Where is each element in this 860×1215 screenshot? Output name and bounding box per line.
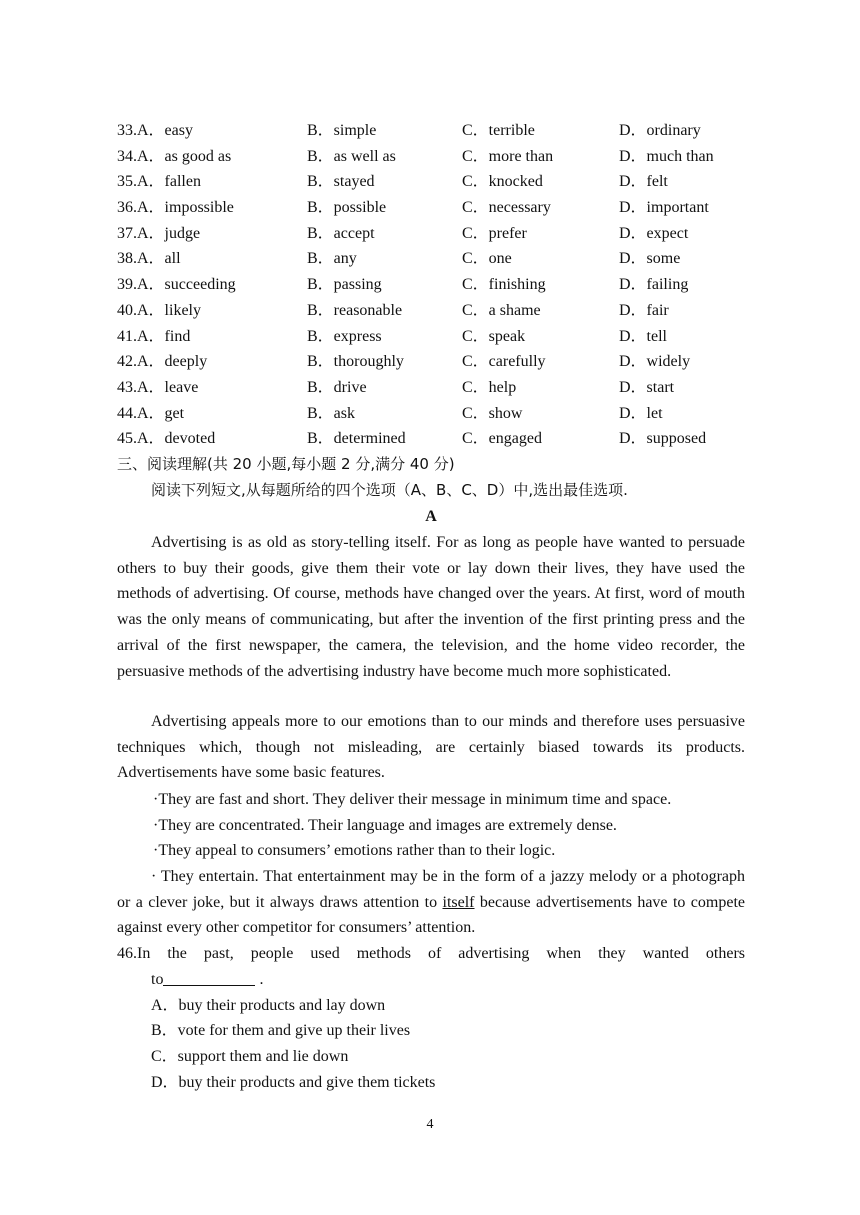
option-d: D．much than — [619, 147, 714, 165]
page-number: 4 — [426, 1117, 434, 1132]
option-d: D．fair — [619, 301, 669, 319]
option-b: B．thoroughly — [307, 353, 404, 371]
option-a — [117, 375, 198, 401]
feature-bullet-4-text: · They entertain. That entertainment may be in the form of a jazzy melody or a photograph or a clever joke, but it always draws attention to — [117, 868, 745, 911]
question-46-option-c: C．support them and lie down — [151, 1048, 349, 1065]
option-a — [117, 246, 181, 272]
question-number: 42. — [117, 353, 137, 371]
option-a-label: A．impossible — [137, 199, 234, 217]
option-a-label: A．fallen — [137, 173, 201, 191]
option-b: B．reasonable — [307, 301, 403, 319]
option-b: B．ask — [307, 404, 356, 422]
option-a-label: A．easy — [137, 122, 193, 139]
option-c: C．finishing — [462, 276, 546, 294]
option-d: D．some — [619, 250, 681, 268]
option-a-label: A．devoted — [137, 430, 216, 448]
question-number: 41. — [117, 327, 137, 345]
question-number: 43. — [117, 378, 137, 396]
option-b: B．accept — [307, 224, 375, 242]
option-b: B．any — [307, 250, 357, 268]
feature-bullet-4-rest: because advertisements have to compete against every other competitor for consumers’ attention. — [117, 893, 745, 937]
option-a — [117, 349, 207, 375]
question-number: 45. — [117, 430, 137, 448]
question-number: 35. — [117, 173, 137, 191]
option-a — [117, 195, 234, 221]
option-a — [117, 426, 215, 452]
option-c: C．prefer — [462, 224, 527, 242]
option-c: C．show — [462, 404, 523, 422]
option-a-label: A．as good as — [137, 147, 232, 165]
option-d: D．widely — [619, 353, 691, 371]
option-b: B．as well as — [307, 147, 396, 165]
option-b: B．express — [307, 327, 382, 345]
question-number: 38. — [117, 250, 137, 268]
option-a-label: A．find — [137, 327, 191, 345]
option-a-label: A．succeeding — [137, 276, 236, 294]
question-number: 34. — [117, 147, 137, 165]
option-c: C．knocked — [462, 173, 543, 191]
option-a — [117, 169, 201, 195]
question-number: 36. — [117, 199, 137, 217]
underlined-word: itself — [442, 893, 475, 911]
question-number: 39. — [117, 276, 137, 294]
option-a — [117, 118, 193, 144]
question-46-option-a: A．buy their products and lay down — [151, 997, 386, 1014]
question-number: 37. — [117, 224, 137, 242]
question-46-suffix: . — [255, 971, 264, 988]
option-d: D．ordinary — [619, 122, 701, 139]
option-d: D．tell — [619, 327, 667, 345]
question-46-stem: 46.In the past, people used methods of advertising when they wanted others — [117, 945, 745, 962]
question-number: 33. — [117, 122, 137, 139]
feature-bullet-2: ·They are concentrated. Their language and images are extremely dense. — [153, 817, 617, 834]
option-d: D．supposed — [619, 430, 707, 448]
question-46-stem-line2 — [117, 967, 779, 993]
section-instruction: 阅读下列短文,从每题所给的四个选项（A、B、C、D）中,选出最佳选项. — [151, 481, 628, 499]
feature-bullet-1: ·They are fast and short. They deliver their message in minimum time and space. — [153, 791, 672, 808]
option-a — [117, 401, 184, 427]
option-a — [117, 298, 201, 324]
option-a — [117, 144, 231, 170]
option-a-label: A．get — [137, 404, 185, 422]
option-b: B．drive — [307, 378, 367, 396]
option-d: D．felt — [619, 173, 668, 191]
option-c: C．engaged — [462, 430, 542, 448]
question-number: 44. — [117, 404, 137, 422]
feature-bullet-4 — [117, 864, 745, 941]
option-b: B．passing — [307, 276, 382, 294]
option-c: C．a shame — [462, 301, 541, 319]
option-c: C．help — [462, 378, 517, 396]
option-b: B．determined — [307, 430, 406, 448]
option-a — [117, 272, 236, 298]
question-46-prefix: to — [151, 971, 164, 988]
passage-label: A — [425, 508, 437, 525]
option-d: D．start — [619, 378, 675, 396]
question-number: 40. — [117, 301, 137, 319]
option-a — [117, 221, 200, 247]
option-a-label: A．deeply — [137, 353, 208, 371]
option-c: C．one — [462, 250, 512, 268]
option-b: B．possible — [307, 199, 387, 217]
answer-blank — [163, 969, 255, 986]
option-a — [117, 324, 190, 350]
option-c: C．speak — [462, 327, 526, 345]
passage-paragraph-1: Advertising is as old as story-telling itself. For as long as people have wanted to persuade others to buy their goods, give them their vote or lay down their lives, they have used the methods of advertising. Of course, methods have changed over the years. At first, word of mouth was the only means of communicating, but after the invention of the first printing press and the arrival of the first newspaper, the camera, the television, and the home video recorder, the persuasive methods of the advertising industry have become much more sophisticated. — [117, 534, 745, 680]
passage-paragraph-2: Advertising appeals more to our emotions than to our minds and therefore uses persuasive techniques which, though not misleading, are certainly biased towards its products. Advertisements have some basic features. — [117, 713, 745, 782]
option-c: C．carefully — [462, 353, 546, 371]
question-46-option-b: B．vote for them and give up their lives — [151, 1022, 411, 1039]
option-a-label: A．all — [137, 250, 181, 268]
option-a-label: A．likely — [137, 301, 201, 319]
option-c: C．more than — [462, 147, 554, 165]
option-d: D．important — [619, 199, 709, 217]
option-a-label: A．judge — [137, 224, 201, 242]
option-d: D．failing — [619, 276, 689, 294]
option-b: B．simple — [307, 122, 377, 139]
option-d: D．expect — [619, 224, 689, 242]
option-c: C．terrible — [462, 122, 535, 139]
option-c: C．necessary — [462, 199, 551, 217]
option-b: B．stayed — [307, 173, 375, 191]
option-d: D．let — [619, 404, 663, 422]
question-46-option-d: D．buy their products and give them tickets — [151, 1074, 436, 1091]
section-heading: 三、阅读理解(共 20 小题,每小题 2 分,满分 40 分) — [117, 455, 455, 473]
option-a-label: A．leave — [137, 378, 199, 396]
feature-bullet-3: ·They appeal to consumers’ emotions rather than to their logic. — [153, 842, 556, 859]
